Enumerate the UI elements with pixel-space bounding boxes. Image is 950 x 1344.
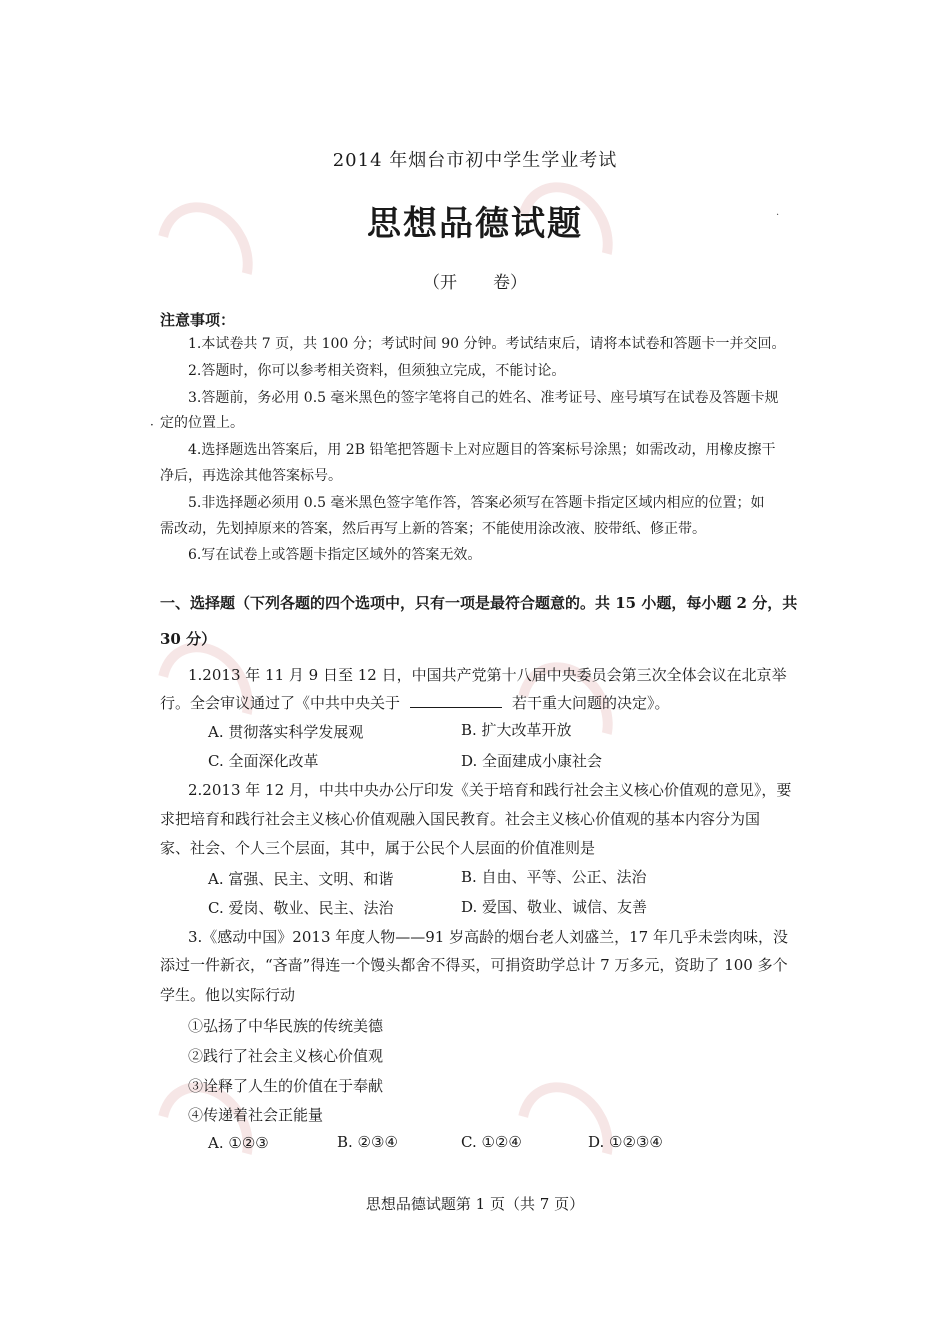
question-1-option-c: C. 全面深化改革	[208, 752, 319, 770]
question-2-option-d: D. 爱国、敬业、诚信、友善	[461, 898, 648, 916]
question-1-option-d: D. 全面建成小康社会	[461, 752, 603, 770]
question-1-option-b: B. 扩大改革开放	[461, 721, 572, 739]
notice-line: 2.答题时，你可以参考相关资料，但须独立完成，不能讨论。	[188, 363, 566, 379]
section-heading: 一、选择题（下列各题的四个选项中，只有一项是最符合题意的。共 15 小题，每小题 2 分，共	[160, 594, 798, 612]
question-2-text: 求把培育和践行社会主义核心价值观融入国民教育。社会主义核心价值观的基本内容分为国	[160, 810, 761, 828]
question-2-option-c: C. 爱岗、敬业、民主、法治	[208, 899, 394, 917]
notice-line: 1.本试卷共 7 页，共 100 分；考试时间 90 分钟。考试结束后，请将本试卷和答题卡一并交回。	[188, 336, 786, 352]
question-2-option-b: B. 自由、平等、公正、法治	[461, 868, 647, 886]
page-title: 思想品德试题	[367, 204, 583, 244]
question-1-option-a: A. 贯彻落实科学发展观	[208, 723, 364, 741]
exam-mode-lparen: （	[423, 273, 440, 293]
question-3-item: ③诠释了人生的价值在于奉献	[188, 1077, 384, 1095]
question-3-text: 添过一件新衣，“吝啬”得连一个馒头都舍不得买，可捐资助学总计 7 万多元，资助了 100 多个	[160, 956, 788, 974]
question-2-option-a: A. 富强、民主、文明、和谐	[208, 870, 394, 888]
exam-mode	[0, 268, 950, 293]
page-footer: 思想品德试题第 1 页（共 7 页）	[365, 1195, 585, 1213]
question-3-item: ④传递着社会正能量	[188, 1106, 324, 1124]
scan-speck: ·	[150, 418, 154, 432]
notice-heading: 注意事项：	[160, 311, 236, 329]
question-1-text-before-blank: 行。全会审议通过了《中共中央关于	[160, 694, 401, 712]
notice-line: 定的位置上。	[160, 415, 244, 431]
question-3-text: 学生。他以实际行动	[160, 986, 296, 1004]
notice-line: 净后，再选涂其他答案标号。	[160, 468, 342, 484]
section-heading-cont: 30 分）	[160, 630, 217, 648]
question-3-option-a: A. ①②③	[208, 1134, 269, 1152]
question-3-text: 3.《感动中国》2013 年度人物——91 岁高龄的烟台老人刘盛兰，17 年几乎未尝肉味，没	[188, 928, 788, 946]
notice-line: 6.写在试卷上或答题卡指定区域外的答案无效。	[188, 547, 482, 563]
exam-subtitle: 2014 年烟台市初中学生学业考试	[332, 150, 618, 171]
scan-speck: ·	[776, 210, 780, 221]
question-2-text: 2.2013 年 12 月，中共中央办公厅印发《关于培育和践行社会主义核心价值观的意见》，要	[188, 781, 792, 799]
question-1-text: 1.2013 年 11 月 9 日至 12 日，中国共产党第十八届中央委员会第三次全体会议在北京举	[188, 666, 787, 684]
question-3-option-d: D. ①②③④	[588, 1133, 663, 1151]
question-3-option-c: C. ①②④	[461, 1133, 522, 1151]
question-3-option-b: B. ②③④	[337, 1133, 398, 1151]
notice-line: 5.非选择题必须用 0.5 毫米黑色签字笔作答，答案必须写在答题卡指定区域内相应的位置；如	[188, 495, 765, 511]
notice-line: 4.选择题选出答案后，用 2B 铅笔把答题卡上对应题目的答案标号涂黑；如需改动，用橡皮擦干	[188, 442, 776, 458]
answer-blank	[410, 693, 502, 708]
question-3-item: ①弘扬了中华民族的传统美德	[188, 1017, 384, 1035]
question-2-text: 家、社会、个人三个层面，其中，属于公民个人层面的价值准则是	[160, 839, 596, 857]
question-3-item: ②践行了社会主义核心价值观	[188, 1047, 384, 1065]
notice-line: 3.答题前，务必用 0.5 毫米黑色的签字笔将自己的姓名、准考证号、座号填写在试卷及答题卡规	[188, 390, 779, 406]
exam-mode-open: 开	[440, 273, 457, 293]
exam-mode-rparen: ）	[510, 273, 527, 293]
notice-line: 需改动，先划掉原来的答案，然后再写上新的答案；不能使用涂改液、胶带纸、修正带。	[160, 521, 706, 537]
question-1-text-after-blank: 若干重大问题的决定》。	[512, 694, 670, 712]
exam-mode-paper: 卷	[493, 273, 510, 293]
question-1-text	[160, 692, 670, 713]
